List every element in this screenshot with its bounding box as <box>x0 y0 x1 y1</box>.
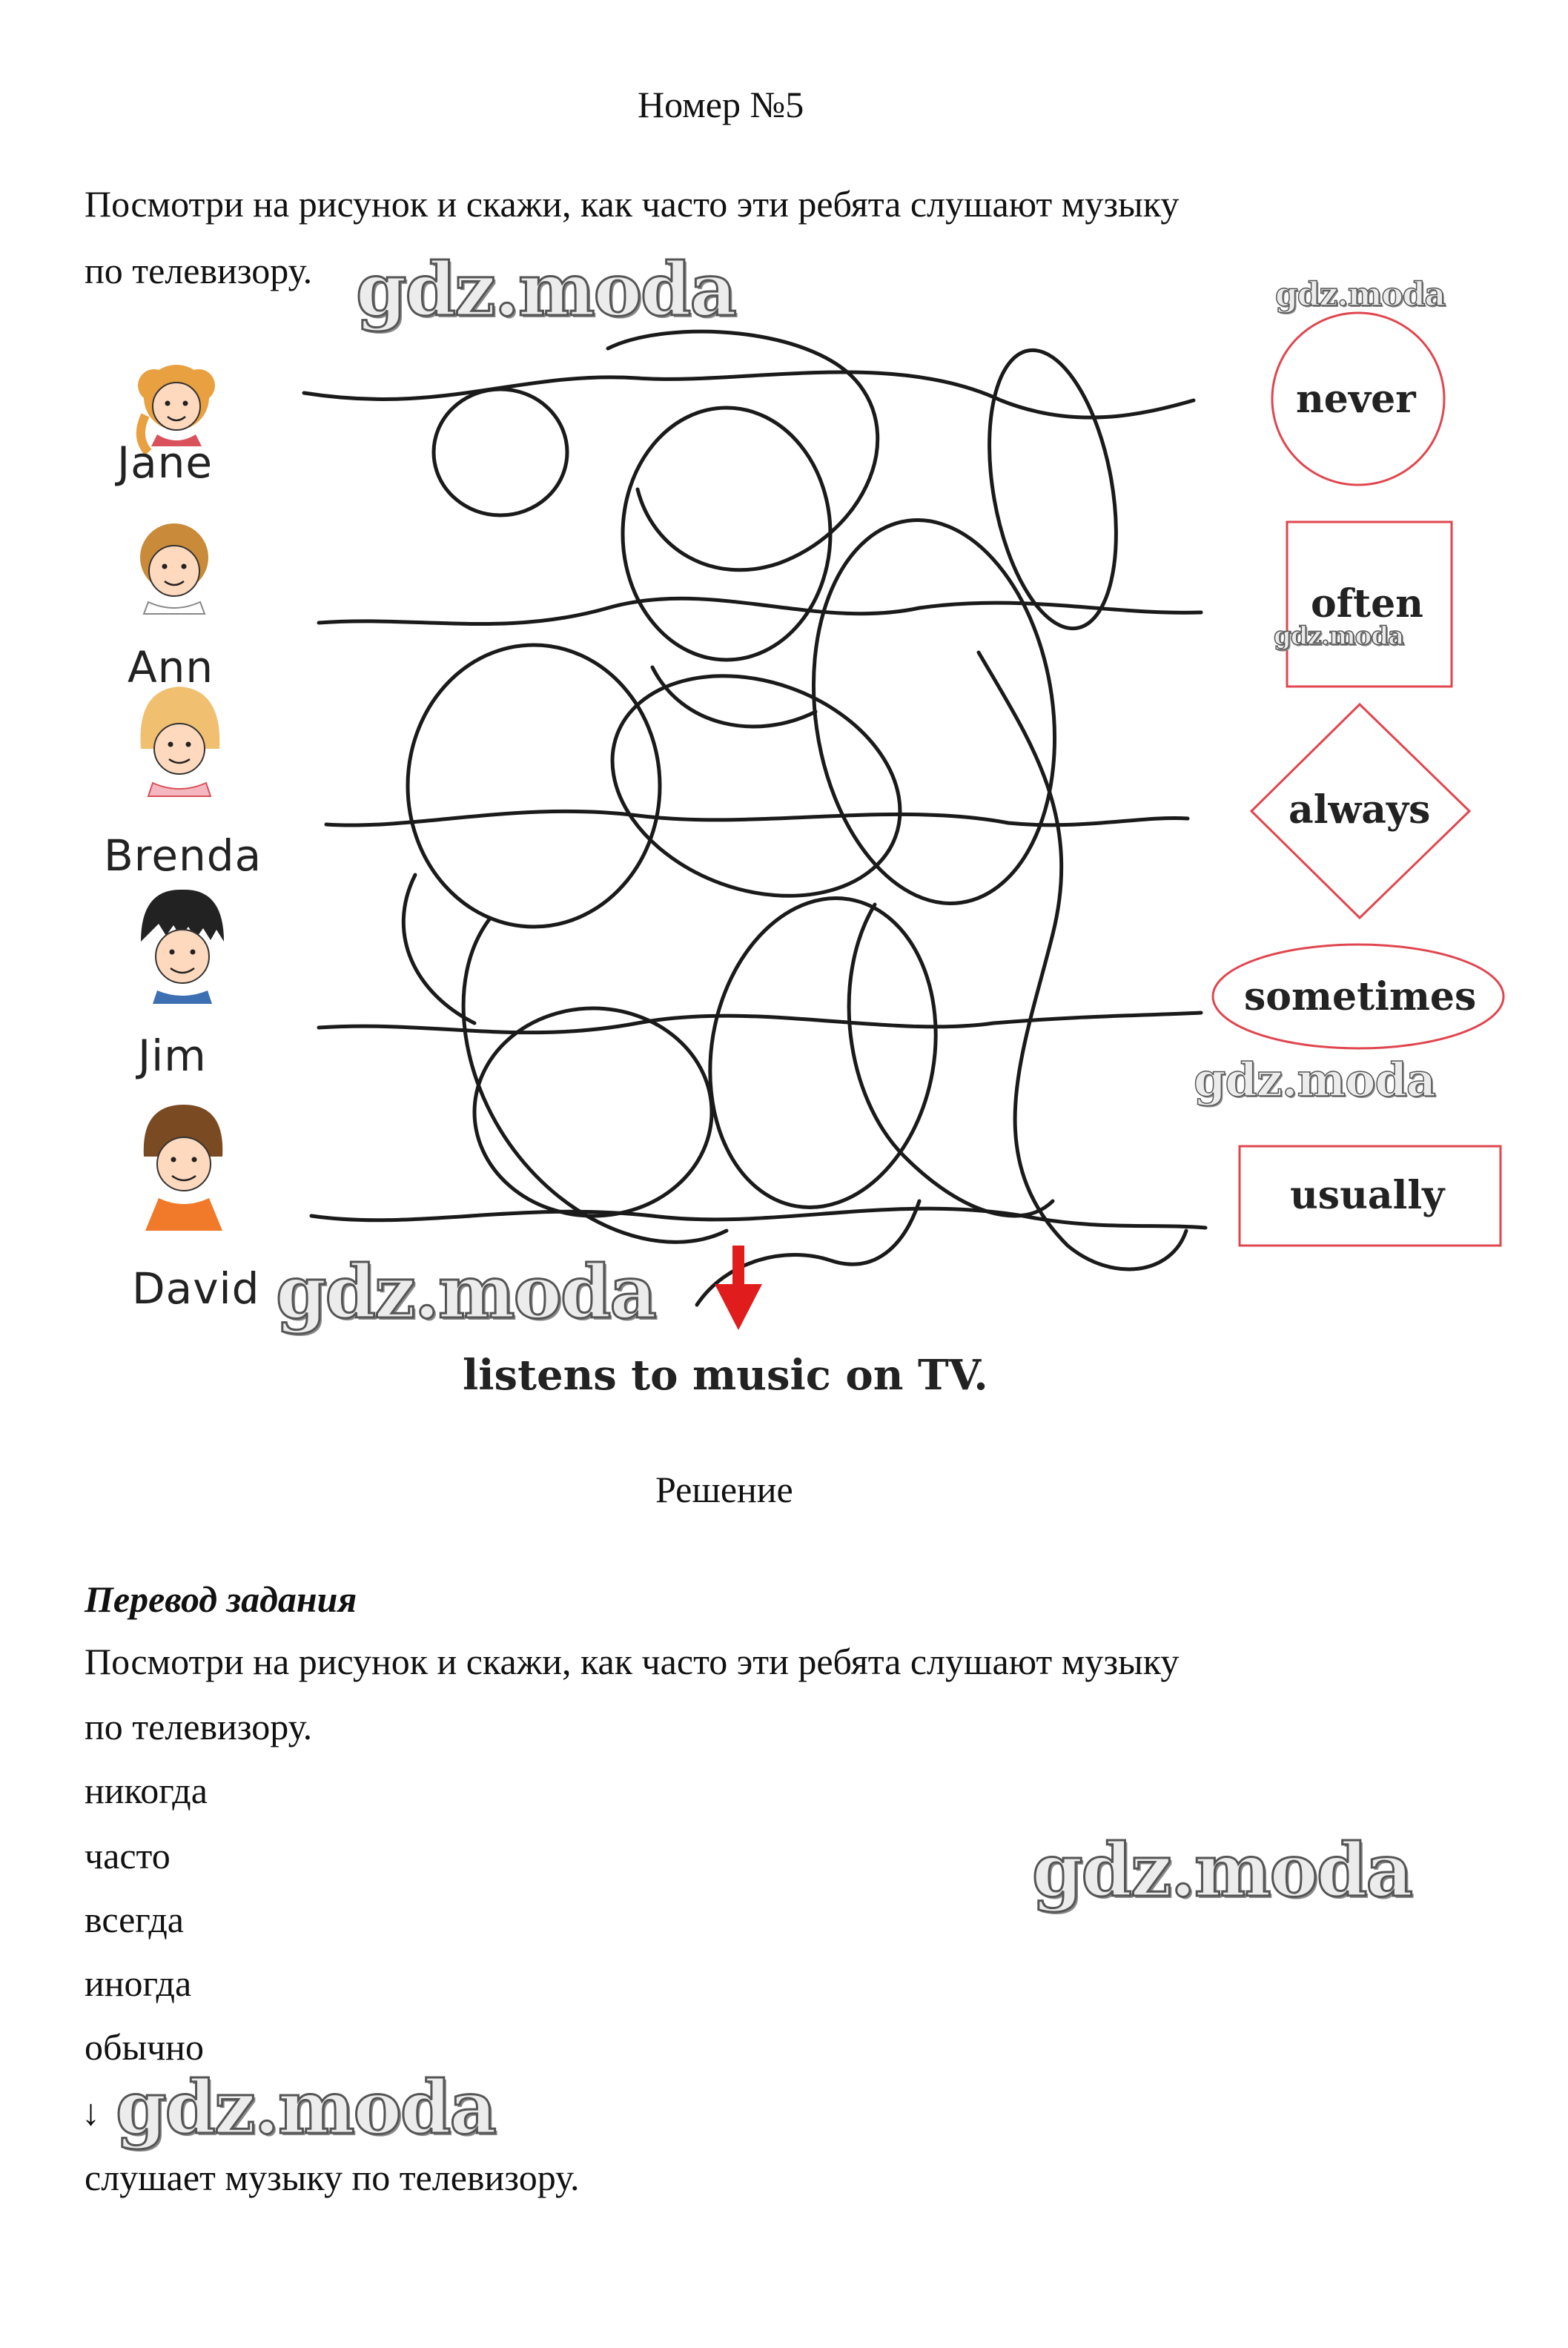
translation-final-line: слушает музыку по телевизору. <box>85 2157 580 2198</box>
task-instruction-line-2: по телевизору. <box>85 250 313 291</box>
word-often: often <box>1311 581 1423 626</box>
child-brenda-avatar <box>140 687 219 796</box>
maze-lines <box>304 331 1205 1305</box>
child-ann-avatar <box>140 523 208 614</box>
word-never: never <box>1296 377 1416 422</box>
down-arrow-icon <box>715 1246 762 1330</box>
translation-title: Перевод задания <box>85 1578 357 1620</box>
word-usually: usually <box>1290 1173 1445 1218</box>
watermark: gdz.moda <box>356 248 735 333</box>
translation-line-1: Посмотри на рисунок и скажи, как часто эти ребята слушают музыку <box>85 1641 1180 1682</box>
child-name-jim: Jim <box>138 1031 207 1081</box>
watermark: gdz.moda <box>1032 1828 1412 1914</box>
child-name-david: David <box>132 1263 260 1314</box>
word-sometimes: sometimes <box>1244 974 1477 1019</box>
translation-word: никогда <box>85 1770 208 1811</box>
watermark: gdz.moda <box>116 2066 495 2151</box>
child-name-ann: Ann <box>128 642 214 692</box>
watermark: gdz.moda <box>1274 621 1404 651</box>
page-title: Номер №5 <box>638 84 804 125</box>
watermark: gdz.moda <box>276 1250 655 1335</box>
translation-word: всегда <box>85 1899 184 1940</box>
word-always: always <box>1289 787 1431 833</box>
watermark: gdz.moda <box>1275 276 1446 314</box>
child-name-jane: Jane <box>117 437 214 488</box>
translation-word: часто <box>85 1835 171 1876</box>
translation-word: обычно <box>85 2026 204 2068</box>
task-instruction-line-1: Посмотри на рисунок и скажи, как часто эти ребята слушают музыку <box>85 183 1180 225</box>
child-jim-avatar <box>141 890 224 1004</box>
puzzle-caption: listens to music on TV. <box>463 1351 988 1400</box>
child-david-avatar <box>144 1105 223 1231</box>
watermark: gdz.moda <box>1194 1053 1435 1107</box>
child-name-brenda: Brenda <box>104 830 262 881</box>
translation-arrow: ↓ <box>82 2091 100 2133</box>
translation-word: иногда <box>85 1962 192 2004</box>
translation-line-2: по телевизору. <box>85 1706 313 1747</box>
solution-heading: Решение <box>655 1469 793 1510</box>
